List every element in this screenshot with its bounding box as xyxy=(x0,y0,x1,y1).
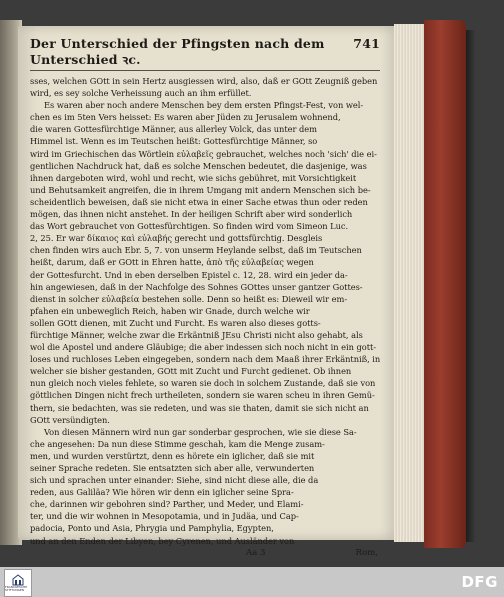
text-line: Es waren aber noch andere Menschen bey dem ersten Pfingst-Fest, von wel- xyxy=(44,100,364,111)
page-text xyxy=(30,36,380,558)
page-fore-edge xyxy=(394,24,424,542)
text-line: und Behutsamkeit angreifen, die in ihrem Umgang mit andern Menschen sich be- xyxy=(30,184,371,195)
text-line: 2, 25. Er war δίκαιος καὶ εὐλαβής gerecht und gottsfürchtig. Desgleis xyxy=(30,233,323,244)
text-line: mögen, das ihnen nicht anstehet. In der heiligen Schrift aber wird sonderlich xyxy=(30,209,353,220)
text-line: che angesehen: Da nun diese Stimme geschah, kam die Menge zusam- xyxy=(30,438,325,449)
text-line: padocia, Ponto und Asia, Phrygia und Pamphylia, Egypten, xyxy=(30,523,274,534)
text-line: nun gleich noch vieles fehlete, so waren sie doch in solchem Zustande, daß sie von xyxy=(30,378,376,389)
header-title: Der Unterschied der Pfingsten nach dem Unterschied ꝛc. xyxy=(30,36,325,67)
cover-shadow xyxy=(466,30,476,542)
logo-text: FRANCKESCHE STIFTUNGEN xyxy=(5,585,28,592)
page-footer xyxy=(30,548,380,558)
text-line: wol die Apostel und andere Gläubige; die aber indessen sich noch nicht in ein gott- xyxy=(30,342,377,353)
signature-mark: Aa 3 xyxy=(245,547,266,558)
text-line: ter, und die wir wohnen in Mesopotamia, und in Judäa, und Cap- xyxy=(30,511,299,522)
text-line: loses und ruchloses Leben eingegeben, sondern nach dem Maaß ihrer Erkäntniß, in xyxy=(30,354,380,365)
running-header xyxy=(30,36,380,71)
text-line: seiner Sprache redeten. Sie entsatzten sich aber alle, verwunderten xyxy=(30,463,315,473)
viewer-bottom-bar xyxy=(0,567,504,597)
text-line: chen finden wirs auch Ebr. 5, 7. von unserm Heylande selbst, daß im Teutschen xyxy=(30,245,362,256)
dfg-logo[interactable]: DFG xyxy=(461,573,498,591)
text-line: der Gottesfurcht. Und in eben derselben Epistel c. 12, 28. wird ein jeder da- xyxy=(30,269,348,280)
text-line: welcher sie bisher gestanden, GOtt mit Zucht und Furcht gedienet. Ob ihnen xyxy=(30,366,352,377)
catchword: Rom, xyxy=(355,547,378,558)
text-line: sses, welchen GOtt in sein Hertz ausgiessen wird, also, daß er GOtt Zeugniß geben xyxy=(30,76,378,86)
book-cover xyxy=(424,20,466,548)
text-line: die waren Gottesfürchtige Männer, aus allerley Volck, das unter dem xyxy=(30,124,317,135)
text-line: dienst in solcher εὐλαβεία bestehen solle. Denn so heißt es: Dieweil wir em- xyxy=(30,293,348,304)
text-line: pfahen ein unbeweglich Reich, haben wir Gnade, durch welche wir xyxy=(30,305,310,316)
page-number: 741 xyxy=(353,36,380,51)
text-line: chen es im 5ten Vers heisset: Es waren aber Jüden zu Jerusalem wohnend, xyxy=(30,112,341,123)
text-line: sich und sprachen unter einander: Siehe, sind nicht diese alle, die da xyxy=(30,475,319,486)
text-line: hin angewiesen, daß in der Nachfolge des Sohnes GOttes unser gantzer Gottes- xyxy=(30,281,363,292)
body-text xyxy=(30,75,380,547)
franckesche-stiftungen-logo[interactable] xyxy=(4,569,32,597)
text-line: Von diesen Männern wird nun gar sonderbar gesprochen, wie sie diese Sa- xyxy=(44,426,357,437)
text-line: göttlichen Dingen nicht frech urtheileten, sondern sie waren scheu in ihren Gemü- xyxy=(30,390,375,401)
text-line: heißt, darum, daß er GOtt in Ehren hatte, ἀπὸ τῆς εὐλαβείας wegen xyxy=(30,257,314,268)
text-line: reden, aus Galiläa? Wie hören wir denn ein iglicher seine Spra- xyxy=(30,487,294,498)
text-line: ihnen dargeboten wird, wohl und recht, wie sichs gebühret, mit Vorsichtigkeit xyxy=(30,172,357,183)
text-line: gentlichen Nachdruck hat, daß es solche Menschen bedeutet, die dasjenige, was xyxy=(30,160,367,171)
text-line: Himmel ist. Wenn es im Teutschen heißt: Gottesfürchtige Männer, so xyxy=(30,136,318,147)
text-line: und an den Enden der Libyen, bey Cyrenen, und Ausländer von xyxy=(30,535,295,546)
text-line: che, darinnen wir gebohren sind? Parther, und Meder, und Elami- xyxy=(30,499,304,510)
text-line: GOtt versündigten. xyxy=(30,414,110,425)
text-line: wird, es sey solche Verheissung auch an ihm erfüllet. xyxy=(30,88,252,99)
text-line: scheidentlich beweisen, daß sie nicht etwa in einer Sache etwas thun oder reden xyxy=(30,196,368,207)
text-line: wird im Griechischen das Wörtlein εὐλαβεῖς gebrauchet, welches noch 'sich' die ei- xyxy=(30,148,377,159)
text-line: thern, sie bedachten, was sie redeten, und was sie thaten, damit sie sich nicht an xyxy=(30,402,369,413)
text-line: men, und wurden verstürtzt, denn es hörete ein iglicher, daß sie mit xyxy=(30,450,315,461)
text-line: sollen GOtt dienen, mit Zucht und Furcht. Es waren also dieses gotts- xyxy=(30,317,321,328)
text-line: das Wort gebrauchet von Gottesfürchtigen. So finden wird vom Simeon Luc. xyxy=(30,221,349,232)
text-line: fürchtige Männer, welche zwar die Erkäntniß JEsu Christi nicht also gehabt, als xyxy=(30,329,363,340)
